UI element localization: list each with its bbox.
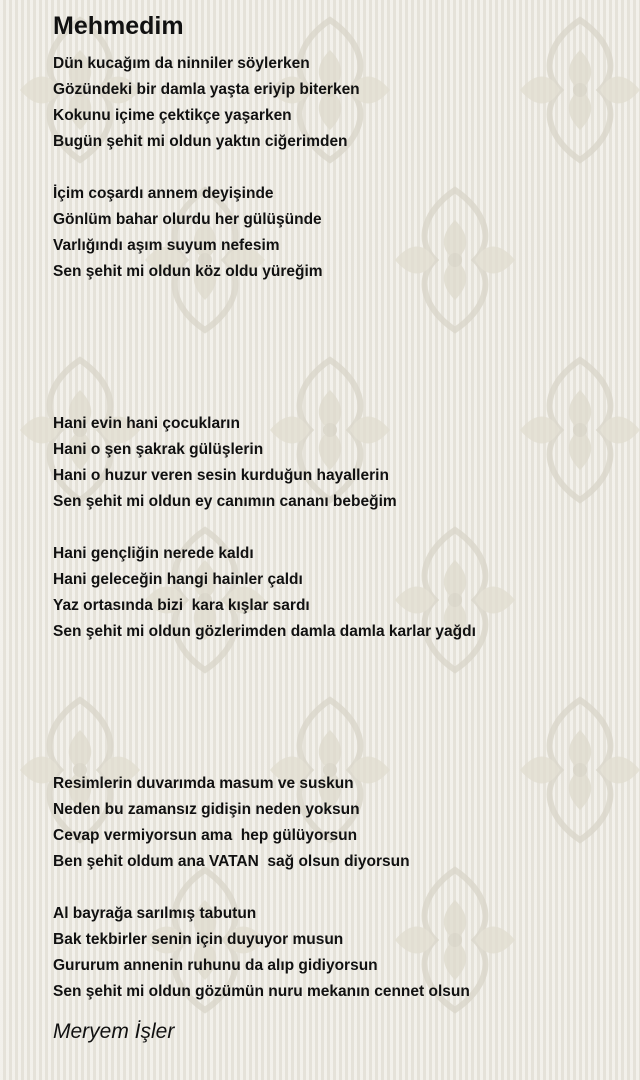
poem-line: Cevap vermiyorsun ama hep gülüyorsun [53, 827, 358, 844]
poem-line: Resimlerin duvarımda masum ve suskun [53, 775, 354, 792]
poem-line: Dün kucağım da ninniler söylerken [53, 55, 310, 72]
stanza-1 [53, 51, 360, 155]
stanza-2 [53, 181, 323, 285]
poem-line: Varlığındı aşım suyum nefesim [53, 237, 280, 254]
poem-line: Sen şehit mi oldun gözlerimden damla damla karlar yağdı [53, 623, 476, 640]
poem-line: Gözündeki bir damla yaşta eriyip biterken [53, 81, 360, 98]
poem-line: Gururum annenin ruhunu da alıp gidiyorsun [53, 957, 378, 974]
poem-line: Sen şehit mi oldun ey canımın cananı bebeğim [53, 493, 397, 510]
poem-line: Al bayrağa sarılmış tabutun [53, 905, 257, 922]
poem-line: Sen şehit mi oldun köz oldu yüreğim [53, 263, 323, 280]
poem-line: Ben şehit oldum ana VATAN sağ olsun diyorsun [53, 853, 410, 870]
poem-line: Sen şehit mi oldun gözümün nuru mekanın cennet olsun [53, 983, 470, 1000]
stanza-3 [53, 411, 397, 515]
poem-line: Hani o huzur veren sesin kurduğun hayallerin [53, 467, 389, 484]
poem-line: Neden bu zamansız gidişin neden yoksun [53, 801, 360, 818]
poem-line: Bak tekbirler senin için duyuyor musun [53, 931, 344, 948]
poem-line: Hani gençliğin nerede kaldı [53, 545, 254, 562]
poem-title: Mehmedim [53, 12, 184, 40]
stanza-5 [53, 771, 410, 875]
stanza-4 [53, 541, 476, 645]
poem-line: Gönlüm bahar olurdu her gülüşünde [53, 211, 322, 228]
poem-author: Meryem İşler [53, 1020, 175, 1043]
poem-line: Hani evin hani çocukların [53, 415, 240, 432]
poem-line: Kokunu içime çektikçe yaşarken [53, 107, 292, 124]
stanza-6 [53, 901, 470, 1005]
poem-line: Hani o şen şakrak gülüşlerin [53, 441, 264, 458]
poem-line: Bugün şehit mi oldun yaktın ciğerimden [53, 133, 348, 150]
poem-line: Yaz ortasında bizi kara kışlar sardı [53, 597, 310, 614]
poem-line: Hani geleceğin hangi hainler çaldı [53, 571, 303, 588]
poem-line: İçim coşardı annem deyişinde [53, 185, 274, 202]
